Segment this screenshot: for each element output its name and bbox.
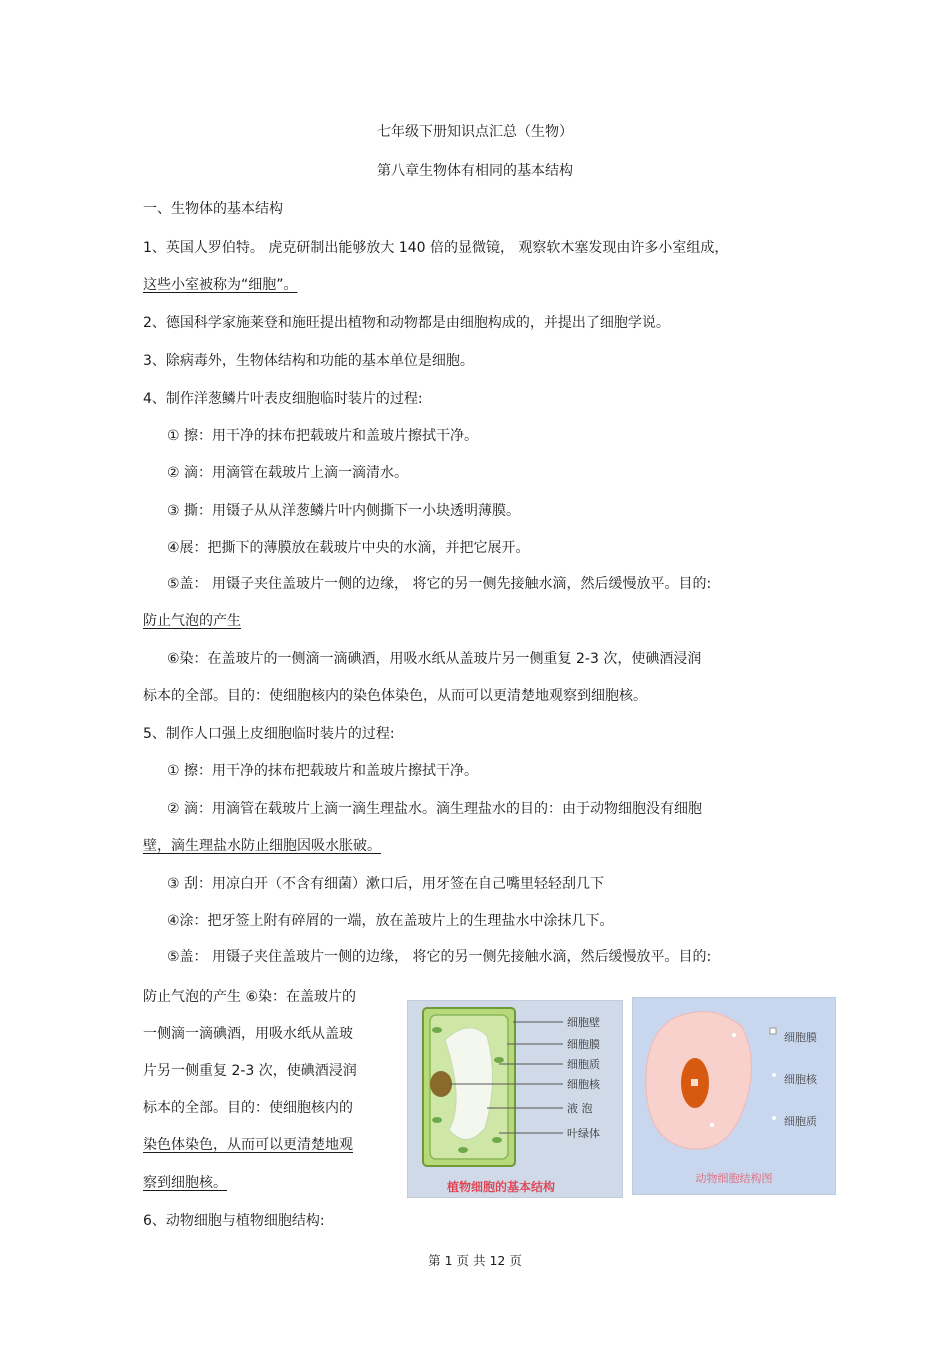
nucleus-dot [772,1073,776,1077]
text-line: 一侧滴一滴碘酒，用吸水纸从盖玻 [143,1026,353,1042]
text-line: 标本的全部。目的：使细胞核内的 [143,1100,353,1116]
page-footer: 第 1 页 共 12 页 [428,1253,522,1268]
label-vacuole: 液 泡 [567,1102,593,1115]
text-line: ⑤盖： 用镊子夹住盖玻片一侧的边缘， 将它的另一侧先接触水滴，然后缓慢放平。目的: [167,949,712,965]
label-nucleus: 细胞核 [567,1078,600,1091]
chloroplast [458,1147,468,1153]
label-cell-wall: 细胞壁 [567,1016,600,1029]
text-line: 2、德国科学家施莱登和施旺提出植物和动物都是由细胞构成的，并提出了细胞学说。 [143,315,670,331]
chloroplast [494,1057,504,1063]
section-heading: 一、生物体的基本结构 [143,201,283,217]
plant-cell-figure [407,1000,623,1198]
text-line: ③ 刮：用凉白开（不含有细菌）漱口后，用牙签在自己嘴里轻轻刮几下 [167,876,604,892]
membrane-dot [732,1033,736,1037]
text-line: 片另一侧重复 2-3 次，使碘酒浸润 [143,1063,357,1079]
label-cytoplasm: 细胞质 [567,1058,600,1071]
text-line: ④展：把撕下的薄膜放在载玻片中央的水滴，并把它展开。 [167,540,530,556]
membrane-marker [770,1028,776,1034]
chloroplast [432,1027,442,1033]
nucleus [430,1071,452,1097]
text-line: ② 滴：用滴管在载玻片上滴一滴生理盐水。滴生理盐水的目的：由于动物细胞没有细胞 [167,801,702,817]
label-chloroplast: 叶绿体 [567,1127,600,1140]
chloroplast [432,1117,442,1123]
label-nucleus: 细胞核 [784,1073,817,1086]
text-line: 染色体染色，从而可以更清楚地观 [143,1137,353,1153]
label-cytoplasm: 细胞质 [784,1115,817,1128]
text-line: 壁，滴生理盐水防止细胞因吸水胀破。 [143,838,381,854]
text-line: ④涂：把牙签上附有碎屑的一端，放在盖玻片上的生理盐水中涂抹几下。 [167,913,614,929]
animal-figure-caption: 动物细胞结构图 [695,1172,773,1185]
plant-figure-caption: 植物细胞的基本结构 [446,1180,556,1194]
text-line: 标本的全部。目的：使细胞核内的染色体染色，从而可以更清楚地观察到细胞核。 [143,688,647,704]
text-line: 3、除病毒外，生物体结构和功能的基本单位是细胞。 [143,353,474,369]
text-line: 1、英国人罗伯特。 虎克研制出能够放大 140 倍的显微镜， 观察软木塞发现由许多小室组成， [143,240,729,256]
chapter-title: 第八章生物体有相同的基本结构 [377,163,573,179]
text-line: ① 擦：用干净的抹布把载玻片和盖玻片擦拭干净。 [167,428,478,444]
text-line: ⑥染：在盖玻片的一侧滴一滴碘酒，用吸水纸从盖玻片另一侧重复 2-3 次，使碘酒浸润 [167,651,702,667]
page-title: 七年级下册知识点汇总（生物） [377,124,573,140]
text-line: ③ 撕：用镊子从从洋葱鳞片叶内侧撕下一小块透明薄膜。 [167,503,520,519]
text-line: 防止气泡的产生 [143,613,241,629]
animal-cell-figure [632,997,836,1195]
nucleus-marker [691,1079,698,1086]
cytoplasm-dot [710,1123,714,1127]
label-cell-membrane: 细胞膜 [567,1038,600,1051]
text-line: ① 擦：用干净的抹布把载玻片和盖玻片擦拭干净。 [167,763,478,779]
label-cell-membrane: 细胞膜 [784,1031,817,1044]
text-line: 防止气泡的产生 ⑥染：在盖玻片的 [143,989,357,1005]
text-line: 这些小室被称为“细胞”。 [143,277,298,293]
text-line: ⑤盖： 用镊子夹住盖玻片一侧的边缘， 将它的另一侧先接触水滴，然后缓慢放平。目的: [167,576,712,592]
text-line: 5、制作人口强上皮细胞临时装片的过程: [143,726,395,742]
text-line: 察到细胞核。 [143,1175,227,1191]
text-line: 6、动物细胞与植物细胞结构: [143,1213,325,1229]
text-line: ② 滴：用滴管在载玻片上滴一滴清水。 [167,465,408,481]
cytoplasm-dot-2 [772,1116,776,1120]
text-line: 4、制作洋葱鳞片叶表皮细胞临时装片的过程: [143,391,423,407]
chloroplast [492,1137,502,1143]
